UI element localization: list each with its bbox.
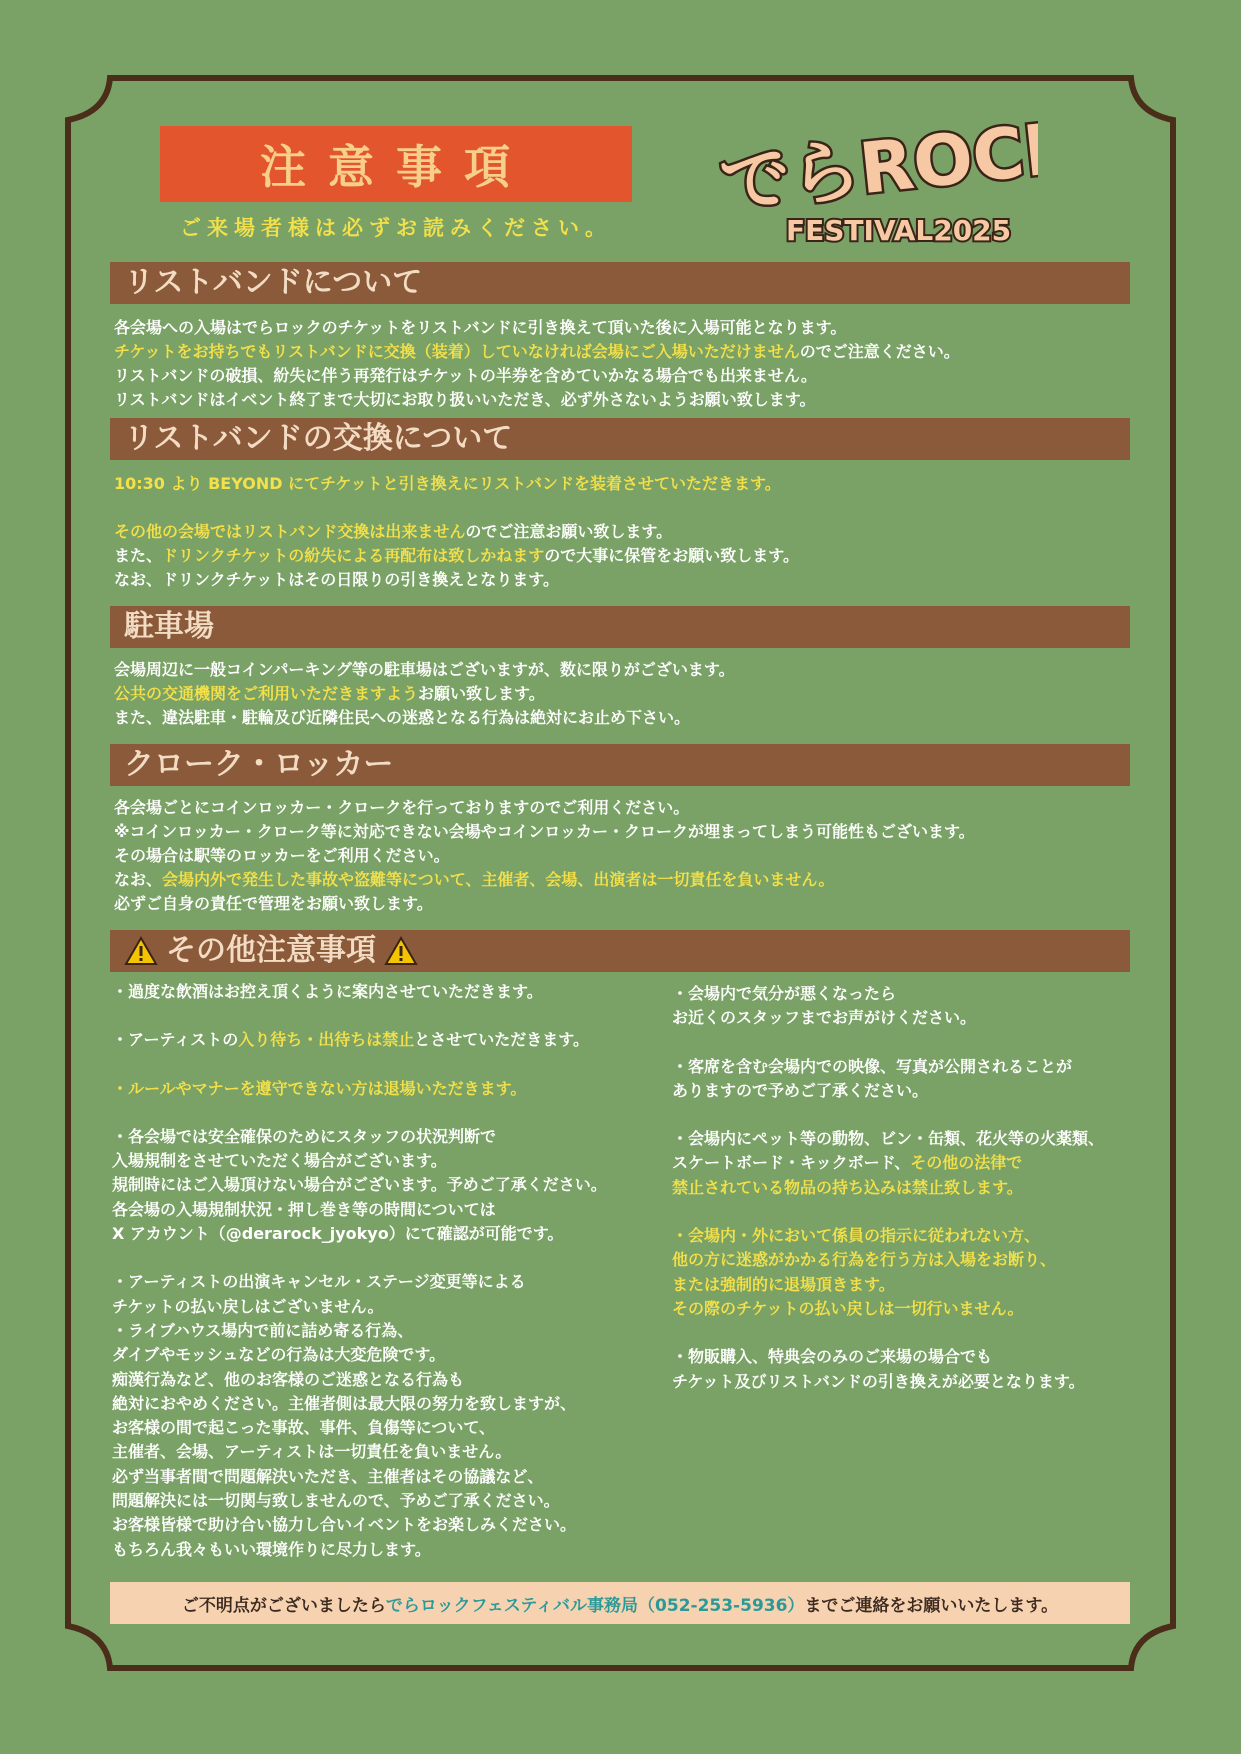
title-banner: [160, 126, 632, 202]
page-title: 注意事項: [260, 140, 532, 194]
text-line: 各会場の入場規制状況・押し巻き等の時間については: [112, 1199, 496, 1219]
warning-icon: [384, 936, 418, 966]
page-subtitle: ご来場者様は必ずお読みください。: [180, 216, 612, 240]
text-line: [114, 544, 799, 568]
section-title: 駐車場: [124, 609, 214, 644]
text-line: [114, 520, 799, 544]
section-title-row: [124, 930, 418, 972]
text-line: ・各会場では安全確保のためにスタッフの状況判断で: [112, 1126, 497, 1146]
text-line: お近くのスタッフまでお声がけください。: [672, 1008, 977, 1028]
section-body-wristband: [114, 316, 960, 412]
section-title: リストバンドについて: [124, 265, 423, 300]
text-line: 痴漢行為など、他のお客様のご迷惑となる行為も: [112, 1369, 465, 1389]
text-span: また、: [114, 546, 163, 565]
text-span: とさせていただきます。: [414, 1030, 589, 1050]
spacer: [672, 1200, 1104, 1224]
section-body-exchange: [114, 472, 799, 592]
text-line: [112, 1028, 607, 1052]
contact-footer: [110, 1582, 1130, 1624]
spacer: [114, 496, 799, 520]
section-body-cloak: [114, 796, 975, 916]
text-line: 必ずご自身の責任で管理をお願い致します。: [114, 894, 433, 913]
text-line: 会場周辺に一般コインパーキング等の駐車場はございますが、数に限りがございます。: [114, 660, 735, 679]
text-line: 他の方に迷惑がかかる行為を行う方は入場をお断り、: [672, 1250, 1057, 1270]
section-header-cloak: [110, 744, 1130, 786]
text-line: お客様の間で起こった事故、事件、負傷等について、: [112, 1418, 496, 1438]
text-span: のでご注意お願い致します。: [465, 522, 673, 541]
text-line: ありますので予めご了承ください。: [672, 1080, 929, 1100]
text-span: のでご注意ください。: [799, 342, 960, 361]
text-line: また、違法駐車・駐輪及び近隣住民への迷惑となる行為は絶対にお止め下さい。: [114, 708, 691, 727]
spacer: [112, 1101, 607, 1125]
spacer: [672, 1321, 1104, 1345]
spacer: [672, 1103, 1104, 1127]
section-header-exchange: [110, 418, 1130, 460]
text-line: もちろん我々もいい環境作りに尽力します。: [112, 1539, 431, 1559]
text-span: ・アーティストの: [112, 1030, 239, 1050]
footer-text-pre: ご不明点がございましたら: [181, 1595, 386, 1616]
text-line: [114, 868, 975, 892]
section-header-other: [110, 930, 1130, 972]
text-line: リストバンドはイベント終了まで大切にお取り扱いいただき、必ず外さないようお願い致します。: [114, 390, 816, 409]
text-line: チケットの払い戻しはございません。: [112, 1296, 384, 1316]
text-span: ので大事に保管をお願い致します。: [544, 546, 799, 565]
text-line: ・客席を含む会場内での映像、写真が公開されることが: [672, 1056, 1073, 1076]
section-title: リストバンドの交換について: [124, 421, 513, 456]
text-line: 入場規制をさせていただく場合がございます。: [112, 1151, 447, 1171]
text-line: ・ルールやマナーを遵守できない方は退場いただきます。: [112, 1078, 527, 1098]
highlight-text: 会場内外で発生した事故や盗難等について、主催者、会場、出演者は一切責任を負いません。: [162, 870, 835, 889]
other-notes-right-column: [672, 982, 1104, 1394]
text-line: [114, 682, 735, 706]
text-line: 規制時にはご入場頂けない場合がございます。予めご了承ください。: [112, 1175, 607, 1195]
other-notes-left-column: [112, 980, 607, 1562]
spacer: [112, 1004, 607, 1028]
text-line: なお、ドリンクチケットはその日限りの引き換えとなります。: [114, 570, 559, 589]
logo-sub-text: FESTIVAL2025: [786, 214, 1012, 247]
text-line: 必ず当事者間で問題解決いただき、主催者はその協議など、: [112, 1466, 544, 1486]
section-header-parking: [110, 606, 1130, 648]
text-span: お願い致します。: [418, 684, 545, 703]
text-line: お客様皆様で助け合い協力し合いイベントをお楽しみください。: [112, 1515, 577, 1535]
spacer: [112, 1053, 607, 1077]
logo-main-text: でらROCK: [716, 105, 1038, 225]
text-line: ・アーティストの出演キャンセル・ステージ変更等による: [112, 1272, 526, 1292]
text-line: 問題解決には一切関与致しませんので、予めご了承ください。: [112, 1491, 560, 1511]
festival-logo: [708, 100, 1038, 250]
section-header-wristband: [110, 262, 1130, 304]
text-line: ・物販購入、特典会のみのご来場の場合でも: [672, 1347, 993, 1367]
text-line: ・会場内・外において係員の指示に従われない方、: [672, 1226, 1041, 1246]
footer-text-post: までご連絡をお願いいたします。: [804, 1595, 1059, 1616]
text-line: ・会場内にペット等の動物、ビン・缶類、花火等の火薬類、: [672, 1129, 1105, 1149]
text-line: その場合は駅等のロッカーをご利用ください。: [114, 846, 450, 865]
text-line: 禁止されている物品の持ち込みは禁止致します。: [672, 1177, 1023, 1197]
section-body-parking: [114, 658, 735, 730]
text-span: なお、: [114, 870, 163, 889]
text-line: 絶対におやめください。主催者側は最大限の努力を致しますが、: [112, 1393, 577, 1413]
highlight-text: その他の会場ではリストバンド交換は出来ません: [114, 522, 466, 541]
text-line: ダイブやモッシュなどの行為は大変危険です。: [112, 1345, 446, 1365]
text-line: [114, 340, 960, 364]
text-line: [672, 1151, 1104, 1175]
text-line: ・会場内で気分が悪くなったら: [672, 984, 897, 1003]
text-line: または強制的に退場頂きます。: [672, 1274, 895, 1294]
section-title: クローク・ロッカー: [124, 747, 394, 782]
footer-contact-org: でらロックフェスティバル事務局（052-253-5936）: [385, 1595, 805, 1616]
highlight-text: チケットをお持ちでもリストバンドに交換（装着）していなければ会場にご入場いただけません: [114, 342, 800, 361]
text-line: ・過度な飲酒はお控え頂くように案内させていただきます。: [112, 982, 543, 1001]
text-line: X アカウント（@derarock_jyokyo）にて確認が可能です。: [112, 1224, 564, 1244]
text-line: 各会場ごとにコインロッカー・クロークを行っておりますのでご利用ください。: [114, 798, 690, 817]
text-line: ・ライブハウス場内で前に詰め寄る行為、: [112, 1320, 414, 1340]
text-line: ※コインロッカー・クローク等に対応できない会場やコインロッカー・クロークが埋まってしまう可能性もございます。: [114, 822, 975, 841]
text-line: その際のチケットの払い戻しは一切行いません。: [672, 1298, 1024, 1318]
warning-icon: [124, 936, 158, 966]
text-line: 10:30 より BEYOND にてチケットと引き換えにリストバンドを装着させていただきます。: [114, 474, 781, 493]
text-line: 主催者、会場、アーティストは一切責任を負いません。: [112, 1442, 512, 1462]
text-line: チケット及びリストバンドの引き換えが必要となります。: [672, 1371, 1085, 1391]
highlight-text: その他の法律で: [910, 1153, 1023, 1173]
highlight-text: ドリンクチケットの紛失による再配布は致しかねます: [162, 546, 545, 565]
text-span: スケートボード・キックボード、: [672, 1153, 911, 1173]
section-title: その他注意事項: [166, 933, 376, 968]
highlight-text: 入り待ち・出待ちは禁止: [238, 1030, 415, 1050]
text-line: リストバンドの破損、紛失に伴う再発行はチケットの半券を含めていかなる場合でも出来ません。: [114, 366, 817, 385]
spacer: [672, 1031, 1104, 1055]
spacer: [112, 1246, 607, 1270]
highlight-text: 公共の交通機関をご利用いただきますよう: [114, 684, 419, 703]
text-line: 各会場への入場はでらロックのチケットをリストバンドに引き換えて頂いた後に入場可能となります。: [114, 318, 847, 337]
